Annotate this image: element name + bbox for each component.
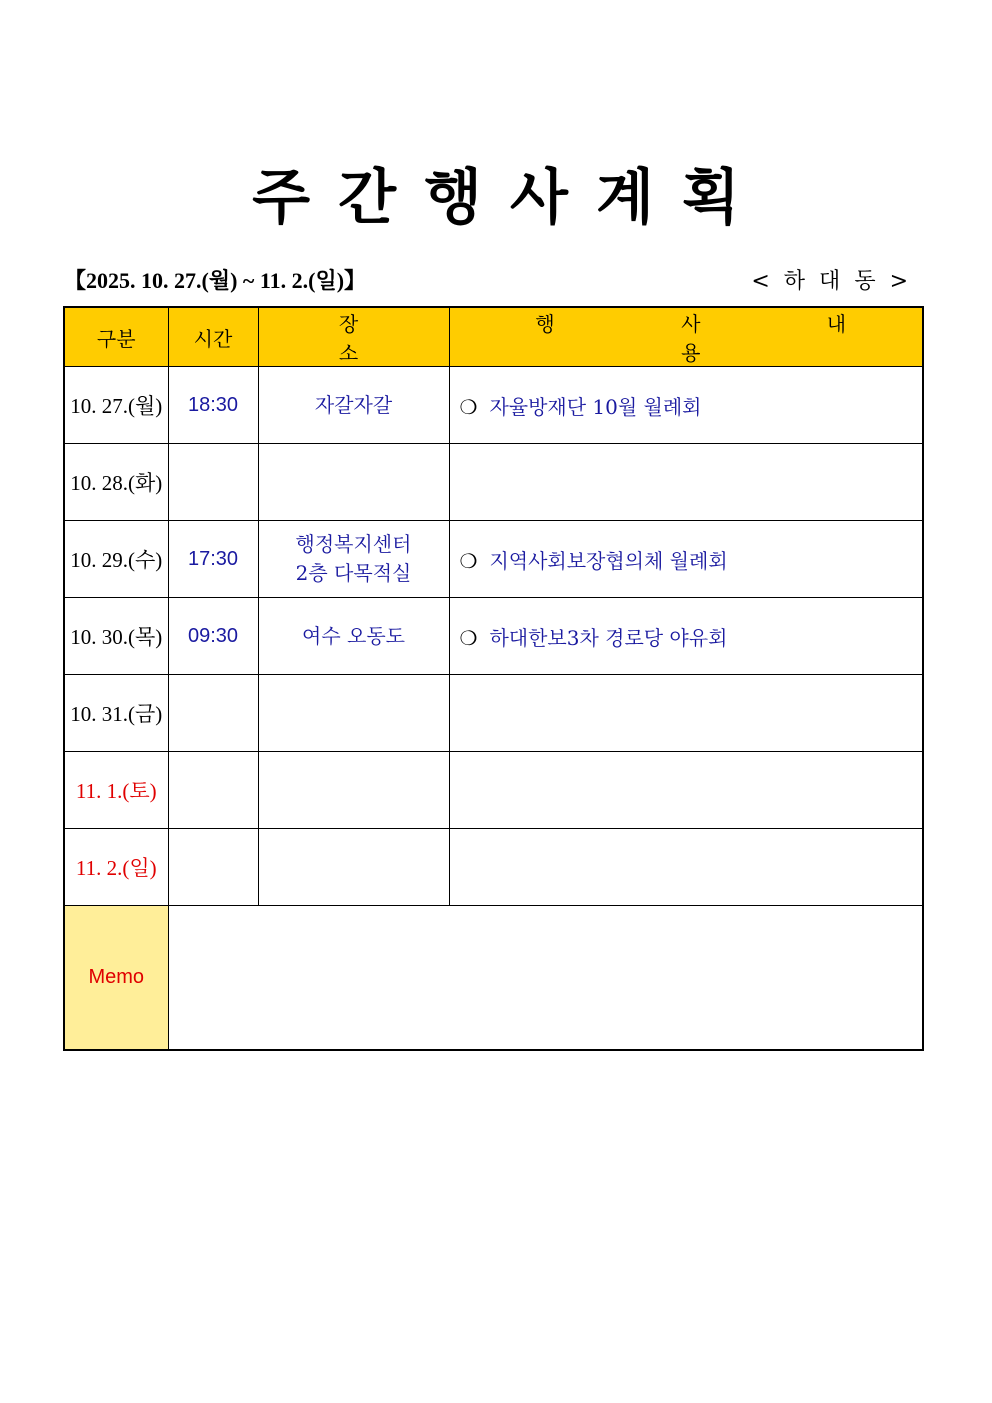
row-date: 10. 27.(월) (64, 367, 168, 444)
row-place (258, 367, 449, 444)
event-text: 자율방재단 10월 월례회 (489, 394, 702, 419)
row-content (449, 521, 923, 598)
bullet-icon: ❍ (459, 625, 478, 650)
page-title: 주간행사계획 (252, 163, 768, 233)
schedule-row (64, 598, 923, 675)
row-date: 11. 2.(일) (64, 829, 168, 906)
row-date: 10. 29.(수) (64, 521, 168, 598)
row-content (449, 675, 923, 752)
row-content (449, 367, 923, 444)
row-content (449, 752, 923, 829)
header-content: 행 사 내 용 (449, 307, 923, 367)
schedule-row (64, 829, 923, 906)
row-content (449, 829, 923, 906)
row-date: 10. 28.(화) (64, 444, 168, 521)
event-text: 지역사회보장협의체 월례회 (489, 548, 728, 573)
event-text: 하대한보3차 경로당 야유회 (489, 625, 728, 650)
row-place (258, 521, 449, 598)
schedule-row (64, 521, 923, 598)
row-date: 10. 31.(금) (64, 675, 168, 752)
weekly-schedule-table (63, 306, 924, 1051)
dong-label: <하대동> (751, 269, 922, 294)
row-time (168, 444, 258, 521)
place-line: 여수 오동도 (302, 623, 405, 648)
row-content (449, 598, 923, 675)
row-place (258, 752, 449, 829)
bullet-icon: ❍ (459, 394, 478, 419)
row-time (168, 829, 258, 906)
memo-row (64, 906, 923, 1051)
memo-label: Memo (64, 906, 168, 1051)
row-time (168, 675, 258, 752)
place-line: 행정복지센터 (295, 532, 412, 556)
place-line: 자갈자갈 (314, 392, 393, 417)
row-place (258, 675, 449, 752)
row-time: 17:30 (168, 521, 258, 598)
header-time: 시간 (168, 307, 258, 367)
schedule-row (64, 752, 923, 829)
row-content (449, 444, 923, 521)
row-place (258, 598, 449, 675)
row-date: 10. 30.(목) (64, 598, 168, 675)
row-time: 09:30 (168, 598, 258, 675)
bullet-icon: ❍ (459, 548, 478, 573)
row-time: 18:30 (168, 367, 258, 444)
schedule-row (64, 367, 923, 444)
memo-area (168, 906, 923, 1051)
header-category: 구분 (64, 307, 168, 367)
header-row (64, 307, 923, 367)
schedule-row (64, 675, 923, 752)
schedule-row (64, 444, 923, 521)
week-period: 【2025. 10. 27.(월) ~ 11. 2.(일)】 (64, 268, 367, 293)
row-place (258, 829, 449, 906)
header-place: 장 소 (258, 307, 449, 367)
place-line: 2층 다목적실 (295, 561, 412, 585)
row-place (258, 444, 449, 521)
row-date: 11. 1.(토) (64, 752, 168, 829)
row-time (168, 752, 258, 829)
